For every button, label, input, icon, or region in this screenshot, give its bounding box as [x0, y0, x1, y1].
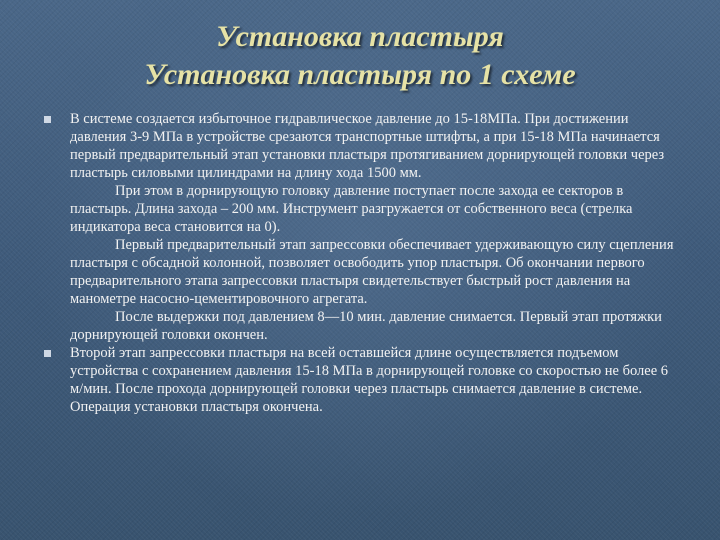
- slide-content: [40, 110, 680, 416]
- bullet-item-2: [40, 344, 680, 416]
- paragraph: При этом в дорнирующую головку давление поступает после захода ее секторов в пластырь. Длина захода – 200 мм. Инструмент разгружается от собственного веса (стрелка индикатора веса становится на 0).: [70, 183, 633, 235]
- title-line-2: Установка пластыря по 1 схеме: [144, 58, 576, 91]
- paragraph: Первый предварительный этап запрессовки обеспечивает удерживающую силу сцепления пластыря с обсадной колонной, позволяет освободить упор пластыря. Об окончании первого предварительного этапа запрессовки пластыря свидетельствует быстрый рост давления на манометре насосно-цементировочного агрегата.: [70, 237, 674, 307]
- slide-title: [60, 18, 660, 94]
- title-line-1: Установка пластыря: [216, 20, 504, 53]
- square-bullet-icon: [44, 350, 51, 357]
- paragraph: После выдержки под давлением 8—10 мин. давление снимается. Первый этап протяжки дорнирующей головки окончен.: [70, 309, 662, 343]
- square-bullet-icon: [44, 116, 51, 123]
- paragraph: Второй этап запрессовки пластыря на всей оставшейся длине осуществляется подъемом устройства с сохранением давления 15-18 МПа в дорнирующей головке со скоростью не более 6 м/мин. После прохода дорнирующей головки через пластырь снимается давление в системе. Операция установки пластыря окончена.: [70, 345, 669, 415]
- bullet-item-1: [40, 110, 680, 344]
- paragraph: В системе создается избыточное гидравлическое давление до 15-18МПа. При достижении давления 3-9 МПа в устройстве срезаются транспортные штифты, а при 15-18 МПа начинается первый предварительный этап установки пластыря протягиванием дорнирующей головки через пластырь силовыми цилиндрами на длину хода 1500 мм.: [70, 111, 665, 181]
